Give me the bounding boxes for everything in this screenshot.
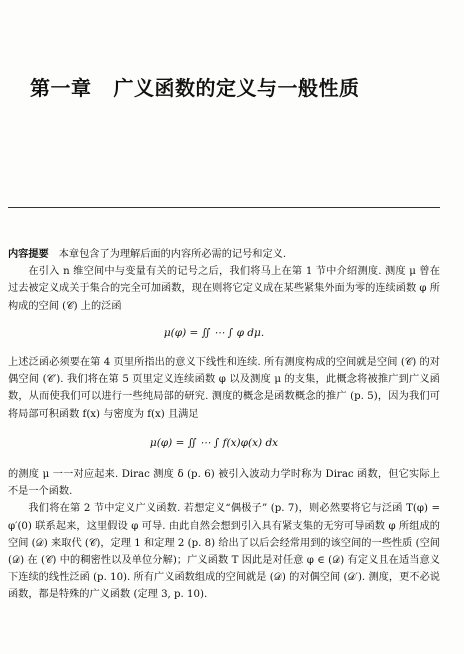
paragraph-1: 在引入 n 维空间中与变量有关的记号之后，我们将马上在第 1 节中介绍测度. 测度 μ 曾在过去被定义成关于集合的完全可加函数，现在则将它定义成在某些紧集外面为零的连续函数 φ 所构成的空间 (𝒞) 上的泛函: [8, 266, 440, 312]
summary-text: 本章包含了为理解后面的内容所必需的记号和定义.: [58, 249, 287, 260]
paragraph-2: 上述泛函必须要在第 4 页里所指出的意义下线性和连续. 所有测度构成的空间就是空间 (𝒞) 的对偶空间 (𝒞′). 我们将在第 5 页里定义连续函数 φ 以及测度 μ 的支集，此概念将被推广到广义函数，从而使我们可以进行一些纯局部的研究. 测度的概念是函数概念的推广 (p. 5)，因为我们可将局部可积函数 f(x) 与密度为 f(x) 且满足: [8, 357, 440, 420]
chapter-heading: [30, 72, 450, 101]
paragraph-4: 我们将在第 2 节中定义广义函数. 若想定义“偶极子” (p. 7)，则必然要将它与泛函 T(φ) = φ′(0) 联系起来，这里假设 φ 可导. 由此自然会想到引入具有紧支集的无穷可导函数 φ 所组成的空间 (𝒟) 来取代 (𝒞)，定理 1 和定理 2 (p. 8) 给出了以后会经常用到的该空间的一些性质 (空间 (𝒟) 在 (𝒞) 中的稠密性以及单位分解)；广义函数 T 因此是对任意 φ ∈ (𝒟) 有定义且在适当意义下连续的线性泛函 (p. 10). 所有广义函数组成的空间就是 (𝒟) 的对偶空间 (𝒟′). 测度，更不必说函数，都是特殊的广义函数 (定理 3, p. 10).: [8, 503, 440, 601]
section-divider: [8, 207, 440, 208]
paragraph-3: 的测度 μ 一一对应起来. Dirac 测度 δ (p. 6) 被引入波动力学时称为 Dirac 函数，但它实际上不是一个函数.: [8, 469, 440, 498]
formula-measure: μ(φ) = ∬ ⋯ ∫ φ dμ.: [163, 326, 265, 339]
summary-paragraph: [8, 246, 440, 263]
summary-label: 内容提要: [8, 249, 49, 260]
chapter-body: [8, 246, 440, 604]
formula-density: μ(φ) = ∬ ⋯ ∫ f(x)φ(x) dx: [149, 436, 279, 449]
chapter-number: 第一章: [30, 76, 92, 100]
chapter-title: 广义函数的定义与一般性质: [113, 76, 360, 100]
